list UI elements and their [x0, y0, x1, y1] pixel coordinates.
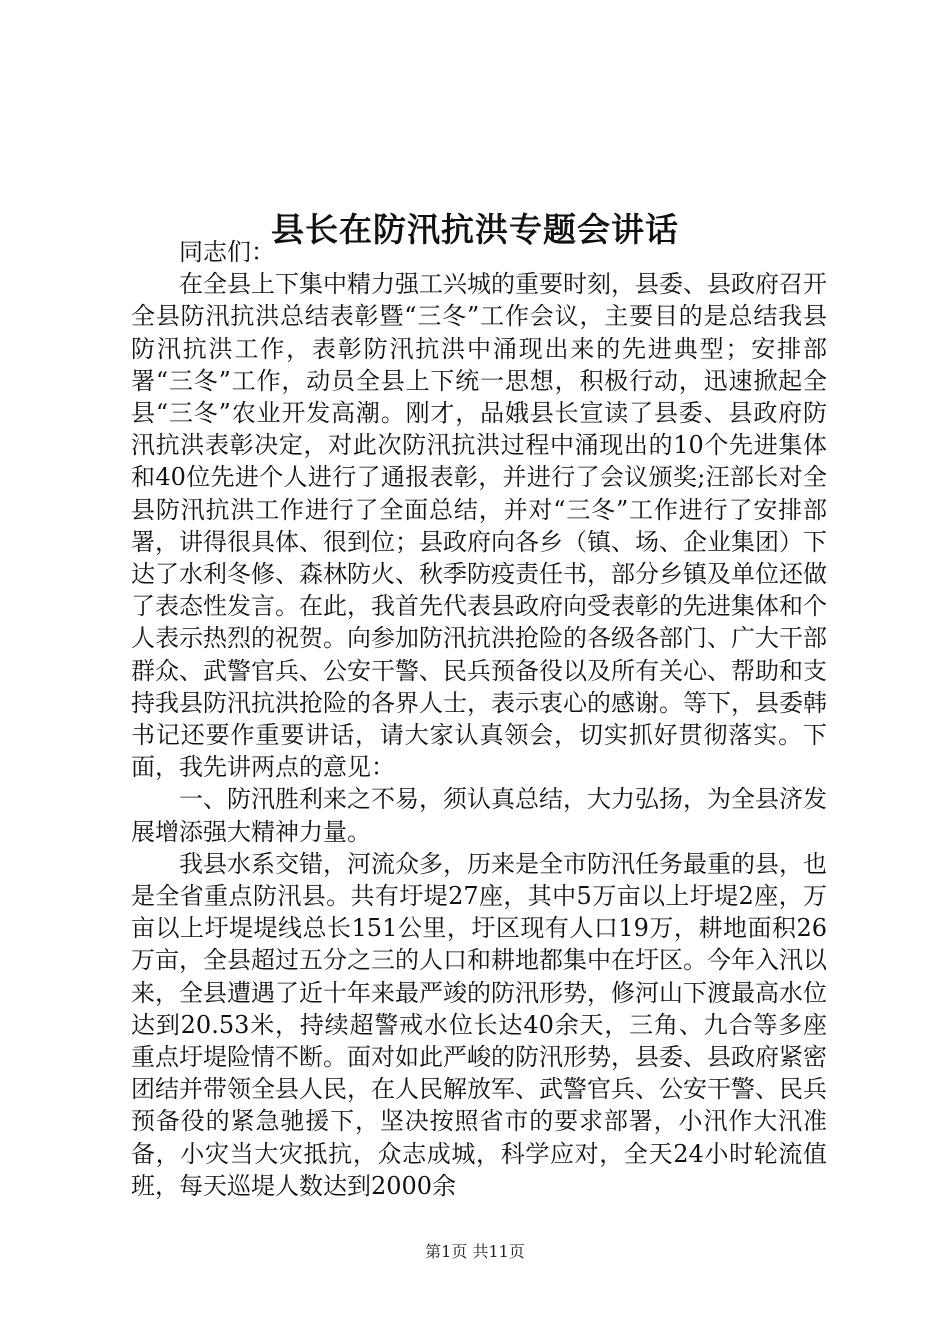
paragraph-flood-situation: 我县水系交错，河流众多，历来是全市防汛任务最重的县，也是全省重点防汛县。共有圩堤27座，其中5万亩以上圩堤2座，万亩以上圩堤堤线总长151公里，圩区现有人口19万，耕地面积26万亩，全县超过五分之三的人口和耕地都集中在圩区。今年入汛以来，全县遭遇了近十年来最严竣的防汛形势，修河山下渡最高水位达到20.53米，持续超警戒水位长达40余天，三角、九合等多座重点圩堤险情不断。面对如此严峻的防汛形势，县委、县政府紧密团结并带领全县人民，在人民解放军、武警官兵、公安干警、民兵预备役的紧急驰援下，坚决按照省市的要求部署，小汛作大汛准备，小灾当大灾抵抗，众志成城，科学应对，全天24小时轮流值班，每天巡堤人数达到2000余 — [131, 849, 827, 1200]
page-number-footer: 第1页 共11页 — [425, 1242, 525, 1261]
paragraph-salutation: 同志们： — [179, 238, 275, 266]
document-body — [131, 236, 827, 1202]
paragraph-section-heading: 一、防汛胜利来之不易，须认真总结，大力弘扬，为全县济发展增添强大精神力量。 — [131, 785, 827, 846]
paragraph-intro: 在全县上下集中精力强工兴城的重要时刻，县委、县政府召开全县防汛抗洪总结表彰暨“三冬”工作会议，主要目的是总结我县防汛抗洪工作，表彰防汛抗洪中涌现出来的先进典型；安排部署“三冬”工作，动员全县上下统一思想，积极行动，迅速掀起全县“三冬”农业开发高潮。刚才，品娥县长宣读了县委、县政府防汛抗洪表彰决定，对此次防汛抗洪过程中涌现出的10个先进集体和40位先进个人进行了通报表彰，并进行了会议颁奖;汪部长对全县防汛抗洪工作进行了全面总结，并对“三冬”工作进行了安排部署，讲得很具体、很到位；县政府向各乡（镇、场、企业集团）下达了水利冬修、森林防火、秋季防疫责任书，部分乡镇及单位还做了表态性发言。在此，我首先代表县政府向受表彰的先进集体和个人表示热烈的祝贺。向参加防汛抗洪抢险的各级各部门、广大干部群众、武警官兵、公安干警、民兵预备役以及所有关心、帮助和支持我县防汛抗洪抢险的各界人士，表示衷心的感谢。等下，县委韩书记还要作重要讲话，请大家认真领会，切实抓好贯彻落实。下面，我先讲两点的意见： — [131, 270, 827, 782]
document-title: 县长在防汛抗洪专题会讲话 — [271, 210, 679, 250]
